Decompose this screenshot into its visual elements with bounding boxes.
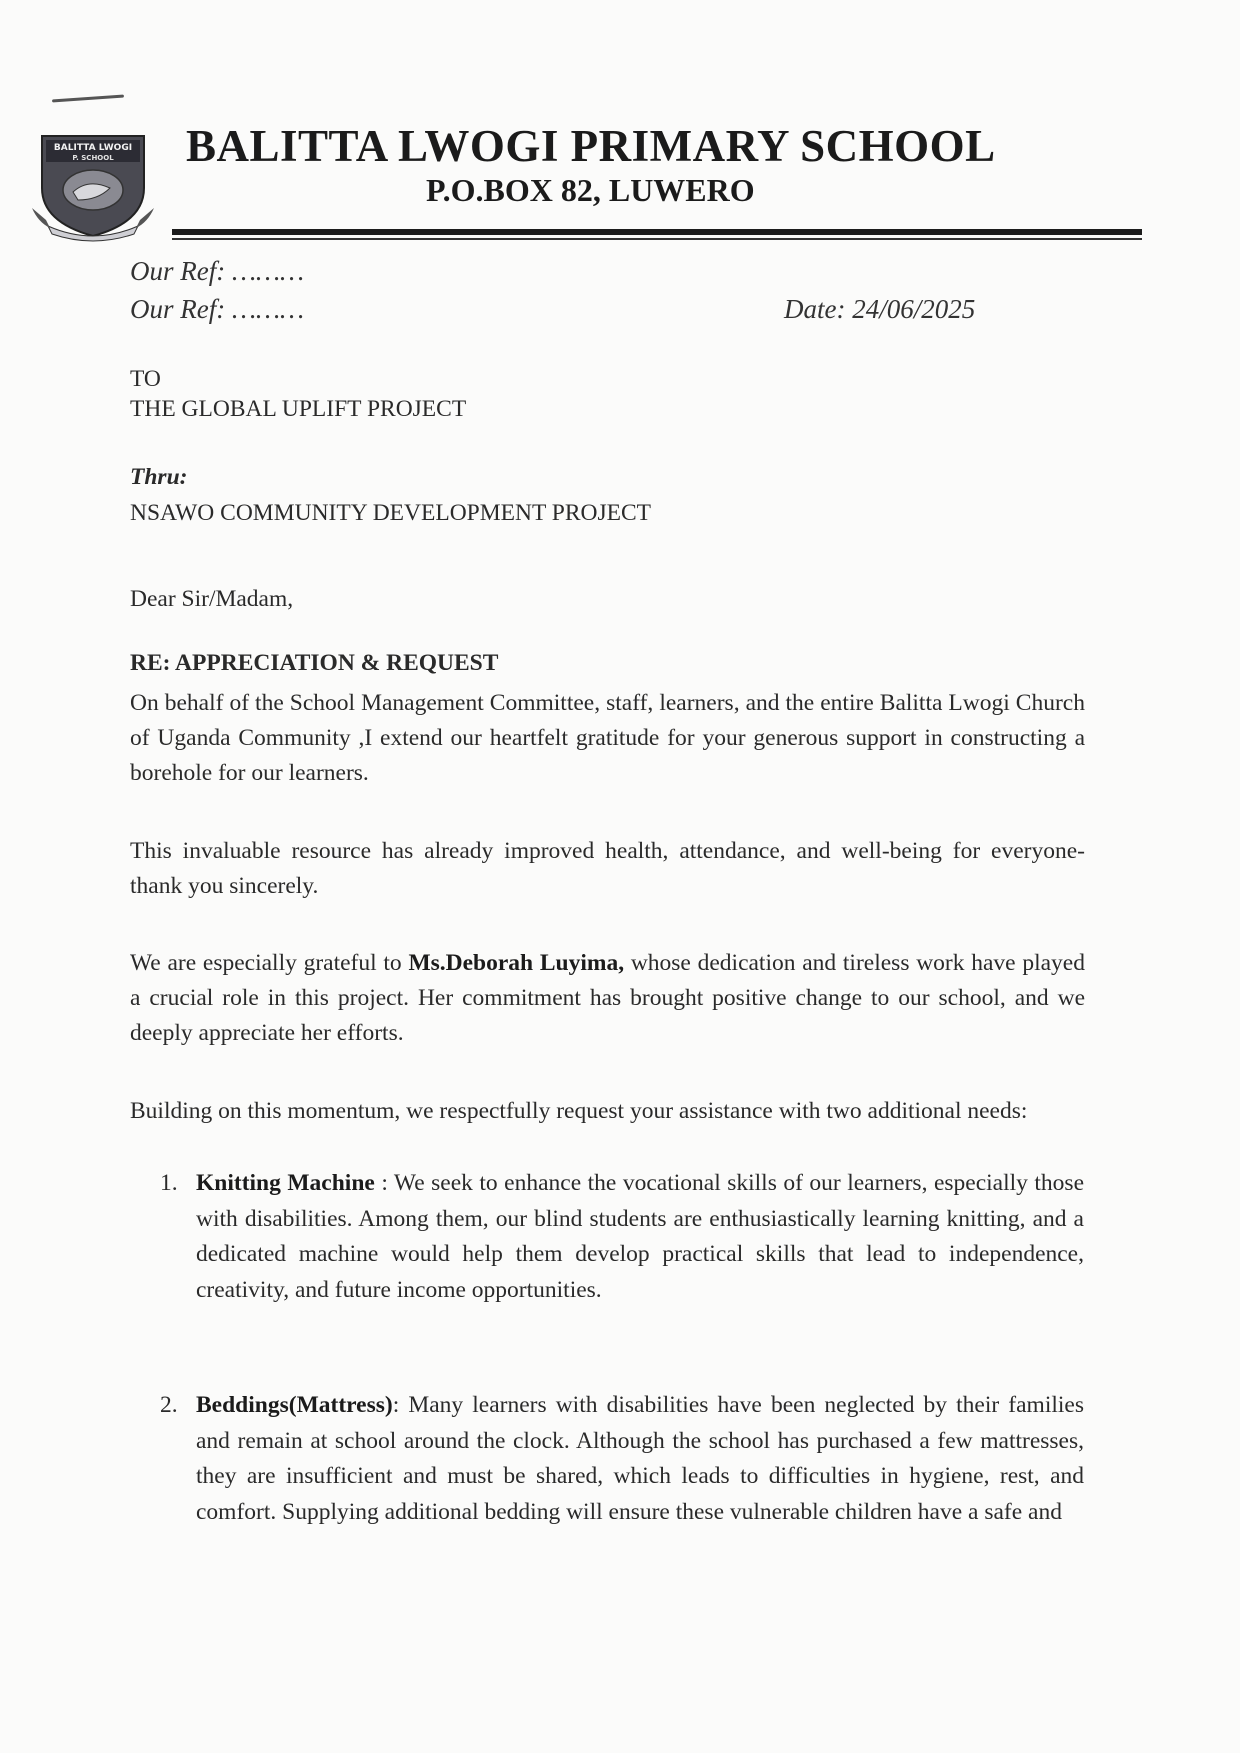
subject-line: RE: APPRECIATION & REQUEST: [130, 650, 499, 676]
school-crest-logo: [28, 130, 158, 242]
paragraph-gratitude: On behalf of the School Management Committee, staff, learners, and the entire Balitta Lwogi Church of Uganda Community ,I extend our heartfelt gratitude for your generous support in constructing a borehole for our learners.: [130, 690, 1085, 786]
crest-text-sub: P. SCHOOL: [72, 154, 114, 162]
letter-date: Date: 24/06/2025: [784, 294, 976, 324]
need-title: Beddings(Mattress): [196, 1392, 393, 1418]
our-ref-1: Our Ref: ………: [130, 256, 304, 286]
pen-mark: [52, 94, 124, 102]
recipient-name: THE GLOBAL UPLIFT PROJECT: [130, 396, 467, 422]
acknowledgement-lead: We are especially grateful to: [130, 950, 409, 976]
need-item-beddings: [160, 1388, 1084, 1530]
acknowledgement-rest: whose dedication and tireless work have played a crucial role in this project. Her commitment has brought positive change to our school, and we deeply appreciate her efforts.: [130, 950, 1085, 1046]
need-description: : Many learners with disabilities have been neglected by their families and remain at school around the clock. Although the school has purchased a few mattresses, they are insufficient and must be shared, which leads to difficulties in hygiene, rest, and comfort. Supplying additional bedding will ensure these vulnerable children have a safe and: [196, 1392, 1084, 1525]
our-ref-2: Our Ref: ………: [130, 294, 304, 324]
thru-label: Thru:: [130, 464, 188, 490]
list-number: 1.: [160, 1170, 178, 1196]
paragraph-acknowledgement: [130, 946, 1085, 1051]
crest-text-top: BALITTA LWOGI: [53, 143, 133, 153]
school-address: P.O.BOX 82, LUWERO: [426, 172, 755, 208]
need-description: : We seek to enhance the vocational skills of our learners, especially those with disabilities. Among them, our blind students are enthusiastically learning knitting, and a dedicated machine would help them develop practical skills that lead to independence, creativity, and future income opportunities.: [196, 1170, 1085, 1303]
need-item-knitting-machine: [160, 1166, 1085, 1308]
paragraph-request-intro: Building on this momentum, we respectfully request your assistance with two additional needs:: [130, 1098, 1028, 1124]
header-rule-thin: [172, 238, 1142, 240]
thru-organization: NSAWO COMMUNITY DEVELOPMENT PROJECT: [130, 500, 652, 526]
salutation: Dear Sir/Madam,: [130, 586, 294, 612]
header-rule-thick: [172, 229, 1142, 235]
acknowledged-person: Ms.Deborah Luyima,: [408, 950, 625, 976]
list-number: 2.: [160, 1392, 178, 1418]
paragraph-impact: This invaluable resource has already improved health, attendance, and well-being for everyone- thank you sincerely.: [130, 838, 1085, 899]
to-label: TO: [130, 366, 161, 392]
school-name: BALITTA LWOGI PRIMARY SCHOOL: [186, 121, 996, 171]
need-title: Knitting Machine: [196, 1170, 375, 1196]
